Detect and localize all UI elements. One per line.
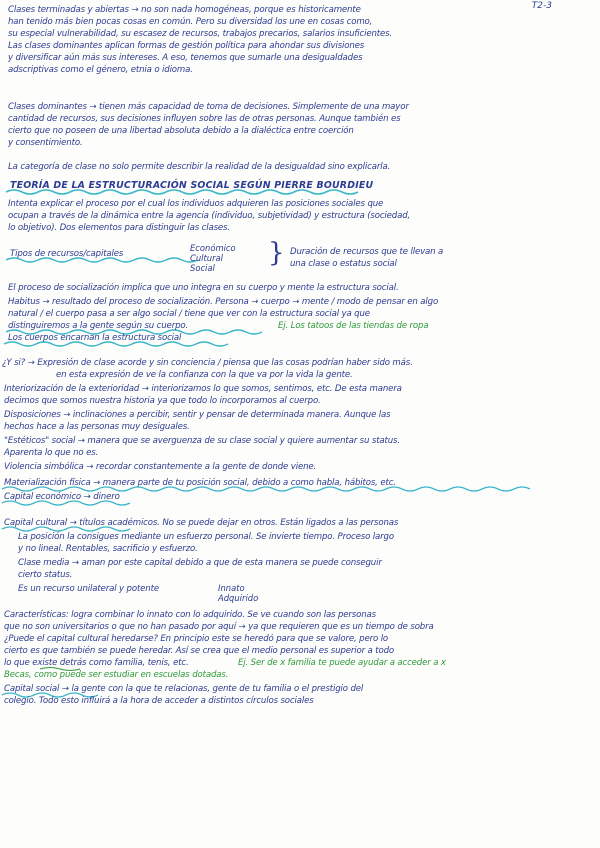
- note-line: ¿Y si? → Expresión de clase acorde y sin conciencia / piensa que las cosas podrían haber sido más.: [2, 358, 413, 368]
- resource-trait-item: Adquirido: [218, 593, 259, 603]
- note-line: cierto que no poseen de una libertad absoluta debido a la dialéctica entre coerción: [8, 126, 354, 136]
- note-line: Clases dominantes → tienen más capacidad de toma de decisiones. Simplemente de una mayor: [8, 102, 409, 112]
- note-line: lo que existe detrás como familia, tenis, etc.: [4, 658, 189, 668]
- note-line: Los cuerpos encarnan la estructura social: [8, 333, 182, 343]
- note-line: lo objetivo). Dos elementos para distinguir las clases.: [8, 223, 230, 233]
- note-line: y consentimiento.: [8, 138, 83, 148]
- note-line: Las clases dominantes aplican formas de gestión política para ahondar sus divisiones: [8, 41, 365, 51]
- note-line: Es un recurso unilateral y potente: [18, 584, 159, 594]
- note-line: Ej. Los tatoos de las tiendas de ropa: [278, 321, 429, 331]
- resource-trait-item: Innato: [218, 583, 245, 593]
- note-line: Capital social → la gente con la que te relacionas, gente de tu familia o el prestigio del: [4, 684, 364, 694]
- note-line: Interiorización de la exterioridad → interiorizamos lo que somos, sentimos, etc. De esta manera: [4, 384, 402, 394]
- note-line: hechos hace a las personas muy desiguales.: [4, 422, 190, 432]
- note-line: Tipos de recursos/capitales: [10, 249, 124, 259]
- note-line: Capital cultural → títulos académicos. No se puede dejar en otros. Están ligados a las personas: [4, 518, 399, 528]
- note-line: La categoría de clase no solo permite describir la realidad de la desigualdad sino explicarla.: [8, 162, 391, 172]
- note-line: cantidad de recursos, sus decisiones influyen sobre las de otras personas. Aunque también es: [8, 114, 401, 124]
- note-line: Duración de recursos que te llevan a: [290, 247, 444, 257]
- capital-types-list: [190, 243, 236, 273]
- note-line: colegio. Todo esto influirá a la hora de acceder a distintos círculos sociales: [4, 696, 314, 706]
- section-heading: TEORÍA DE LA ESTRUCTURACIÓN SOCIAL SEGÚN PIERRE BOURDIEU: [10, 180, 374, 191]
- note-line: Intenta explicar el proceso por el cual los individuos adquieren las posiciones sociales que: [8, 199, 384, 209]
- note-line: adscriptivas como el género, etnia o idioma.: [8, 65, 193, 75]
- note-line: El proceso de socialización implica que uno integra en su cuerpo y mente la estructura social.: [8, 283, 399, 293]
- note-line: Clase media → aman por este capital debido a que de esta manera se puede conseguir: [18, 558, 382, 568]
- note-line: decimos que somos nuestra historia ya que todo lo incorporamos al cuerpo.: [4, 396, 321, 406]
- note-line: ocupan a través de la dinámica entre la agencia (individuo, subjetividad) y estructura (sociedad,: [8, 211, 411, 221]
- note-line: han tenido más bien pocas cosas en común. Pero su diversidad los une en cosas como,: [8, 17, 373, 27]
- note-line: una clase o estatus social: [290, 259, 397, 269]
- note-line: La posición la consigues mediante un esfuerzo personal. Se invierte tiempo. Proceso largo: [18, 532, 394, 542]
- note-line: Características: logra combinar lo innato con lo adquirido. Se ve cuando son las personas: [4, 610, 376, 620]
- note-line: ¿Puede el capital cultural heredarse? En principio este se heredó para que se valore, pero lo: [4, 634, 389, 644]
- note-line: en esta expresión de ve la confianza con la que va por la vida la gente.: [56, 370, 353, 380]
- resource-traits-list: [218, 583, 258, 603]
- note-line: y diversificar aún más sus intereses. A eso, tenemos que sumarle una desigualdades: [8, 53, 363, 63]
- note-line: "Estéticos" social → manera que se averguenza de su clase social y quiere aumentar su status.: [4, 436, 400, 446]
- note-line: Aparenta lo que no es.: [4, 448, 99, 458]
- note-line: y no lineal. Rentables, sacrificio y esfuerzo.: [18, 544, 198, 554]
- note-line: Clases terminadas y abiertas → no son nada homogéneas, porque es historicamente: [8, 5, 361, 15]
- note-line: cierto es que también se puede heredar. Así se crea que el medio personal es superior a todo: [4, 646, 394, 656]
- note-line: Ej. Ser de x familia te puede ayudar a acceder a x: [238, 658, 446, 668]
- page-corner-label: T2-3: [531, 1, 552, 11]
- note-line: cierto status.: [18, 570, 73, 580]
- note-line: Habitus → resultado del proceso de socialización. Persona → cuerpo → mente / modo de pensar en algo: [8, 297, 439, 307]
- brace-symbol: }: [268, 238, 285, 268]
- capital-type-item: Cultural: [190, 253, 223, 263]
- note-line: que no son universitarios o que no han pasado por aquí → ya que requieren que es un tiempo de sobra: [4, 622, 434, 632]
- note-line: natural / el cuerpo pasa a ser algo social / tiene que ver con la estructura social ya que: [8, 309, 370, 319]
- note-line: Violencia simbólica → recordar constantemente a la gente de donde viene.: [4, 462, 317, 472]
- capital-type-item: Económico: [190, 243, 236, 253]
- note-line: Disposiciones → inclinaciones a percibir, sentir y pensar de determinada manera. Aunque las: [4, 410, 391, 420]
- note-line: Becas, como puede ser estudiar en escuelas dotadas.: [4, 670, 229, 680]
- note-line: Materialización física → manera parte de tu posición social, debido a como habla, hábitos, etc.: [4, 478, 396, 488]
- capital-type-item: Social: [190, 263, 215, 273]
- note-line: Capital económico → dinero: [4, 492, 120, 502]
- note-line: distinguiremos a la gente según su cuerpo.: [8, 321, 189, 331]
- note-line: su especial vulnerabilidad, su escasez de recursos, trabajos precarios, salarios insuficientes.: [8, 29, 393, 39]
